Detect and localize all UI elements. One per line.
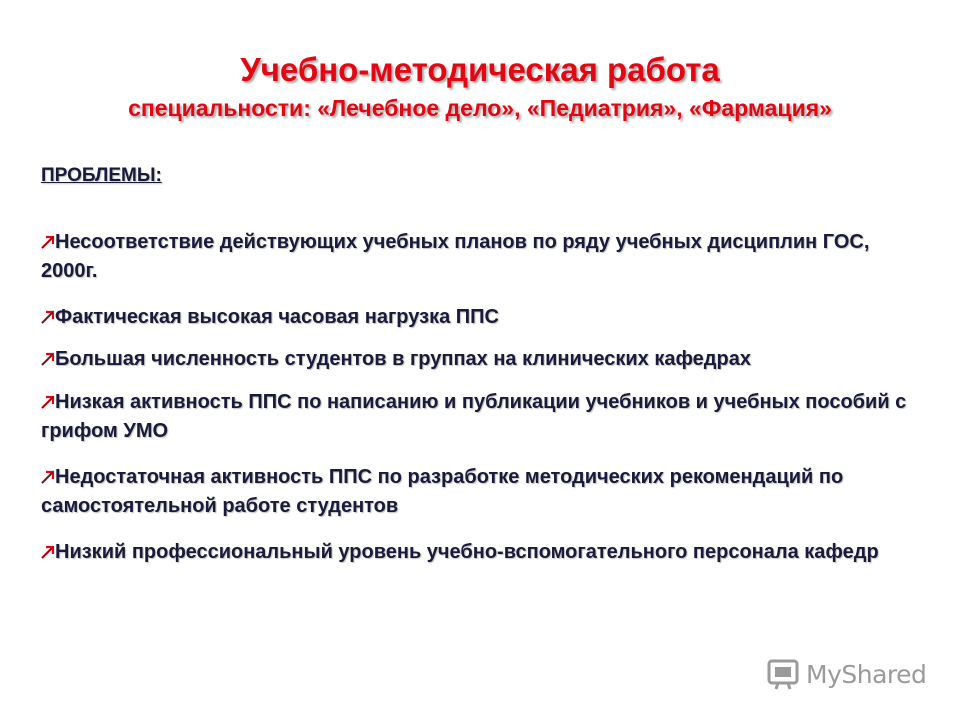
myshared-watermark — [766, 656, 926, 692]
list-item-text: Большая численность студентов в группах на клинических кафедрах — [55, 348, 751, 370]
arrow-bullet-icon — [41, 395, 55, 409]
slide-subtitle: специальности: «Лечебное дело», «Педиатрия», «Фармация» — [128, 95, 832, 121]
list-item — [41, 463, 921, 521]
list-item-text: Низкий профессиональный уровень учебно-вспомогательного персонала кафедр — [55, 541, 879, 563]
watermark-text: MyShared — [806, 659, 927, 689]
list-item — [41, 303, 921, 332]
problems-list — [41, 228, 921, 584]
list-item-text: Фактическая высокая часовая нагрузка ППС — [55, 306, 499, 328]
arrow-bullet-icon — [41, 235, 55, 249]
arrow-bullet-icon — [41, 352, 55, 366]
list-item-text: Несоответствие действующих учебных планов по ряду учебных дисциплин ГОС, 2000г. — [41, 231, 870, 282]
problems-heading: ПРОБЛЕМЫ: — [41, 165, 162, 186]
list-item-text: Низкая активность ППС по написанию и публикации учебников и учебных пособий с грифом УМО — [41, 391, 907, 442]
list-item — [41, 345, 921, 374]
list-item-text: Недостаточная активность ППС по разработке методических рекомендаций по самостоятельной работе студентов — [41, 466, 844, 517]
arrow-bullet-icon — [41, 310, 55, 324]
arrow-bullet-icon — [41, 470, 55, 484]
list-item — [41, 538, 921, 567]
arrow-bullet-icon — [41, 545, 55, 559]
list-item — [41, 228, 921, 286]
slide-title: Учебно-методическая работа — [240, 51, 720, 88]
myshared-logo-icon — [766, 657, 800, 691]
list-item — [41, 388, 921, 446]
